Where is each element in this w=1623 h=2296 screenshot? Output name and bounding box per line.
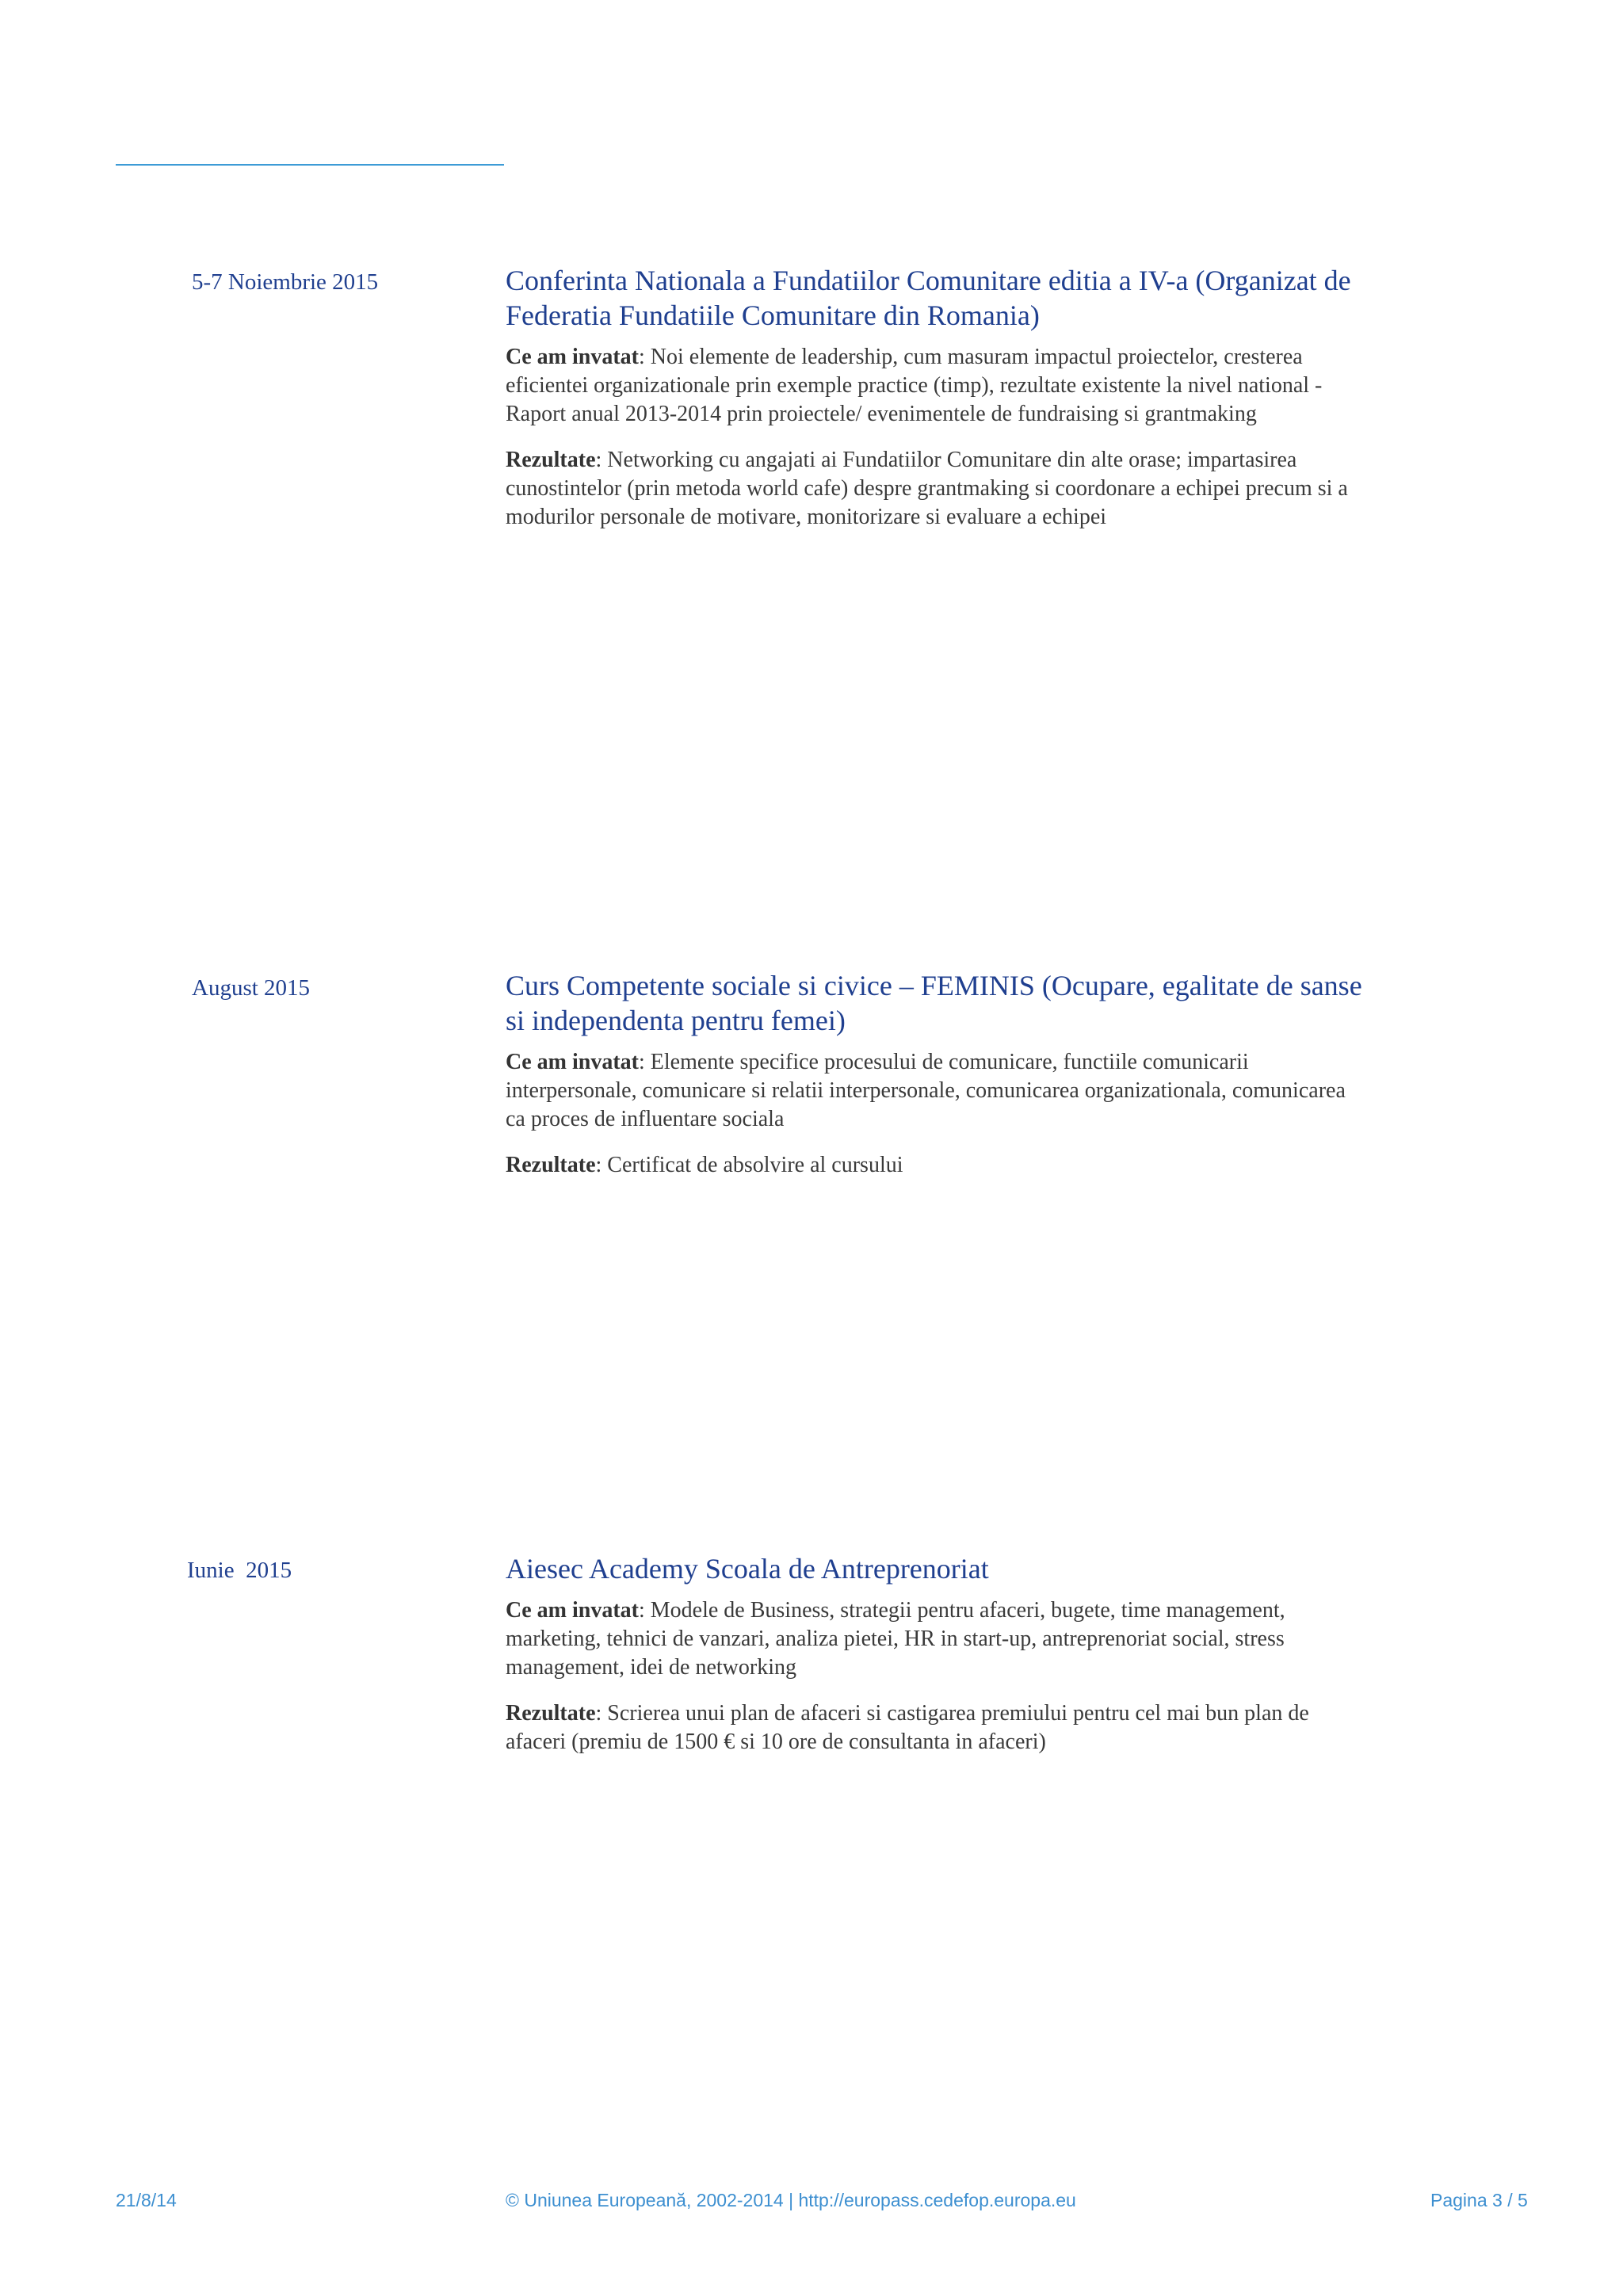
learned-label: Ce am invatat <box>506 1050 639 1074</box>
results-label: Rezultate <box>506 1153 596 1177</box>
entry-title-line: Federatia Fundatiile Comunitare din Romania) <box>506 299 1040 331</box>
entry-learned <box>506 1596 1369 1682</box>
entry-title-line: Aiesec Academy Scoala de Antreprenoriat <box>506 1553 989 1585</box>
entry-date: 5-7 Noiembrie 2015 <box>192 269 379 295</box>
entry-date: Iunie 2015 <box>187 1558 292 1583</box>
header-rule <box>116 164 504 166</box>
learned-text: : Modele de Business, strategii pentru afaceri, bugete, time management, marketing, tehnici de vanzari, analiza pietei, HR in start-up, antreprenoriat social, stress management, idei de networking <box>506 1598 1285 1680</box>
entry-title-line: si independenta pentru femei) <box>506 1005 846 1036</box>
footer-date: 21/8/14 <box>116 2190 177 2210</box>
learned-label: Ce am invatat <box>506 1598 639 1623</box>
results-label: Rezultate <box>506 448 596 472</box>
entry-learned <box>506 1048 1369 1134</box>
results-text: : Scrierea unui plan de afaceri si castigarea premiului pentru cel mai bun plan de afaceri (premiu de 1500 € si 10 ore de consultanta in afaceri) <box>506 1701 1309 1754</box>
learned-label: Ce am invatat <box>506 345 639 369</box>
results-label: Rezultate <box>506 1701 596 1726</box>
entry-title <box>506 1551 1369 1586</box>
entry-results <box>506 446 1369 532</box>
entry-learned <box>506 343 1369 429</box>
entry-content <box>506 1551 1369 1774</box>
results-text: : Certificat de absolvire al cursului <box>595 1153 903 1177</box>
entry-results <box>506 1699 1369 1756</box>
learned-text: : Elemente specifice procesului de comunicare, functiile comunicarii interpersonale, comunicare si relatii interpersonale, comunicarea organizationala, comunicarea ca proces de influentare sociala <box>506 1050 1346 1131</box>
footer-page-number: Pagina 3 / 5 <box>1430 2190 1528 2210</box>
entry-date: August 2015 <box>192 975 311 1001</box>
entry-content <box>506 263 1369 549</box>
entry-title-line: Curs Competente sociale si civice – FEMINIS (Ocupare, egalitate de sanse <box>506 970 1362 1001</box>
entry-title <box>506 968 1369 1038</box>
footer-copyright: © Uniunea Europeană, 2002-2014 | http://europass.cedefop.europa.eu <box>506 2190 1076 2210</box>
entry-results <box>506 1151 1369 1180</box>
learned-text: : Noi elemente de leadership, cum masuram impactul proiectelor, cresterea eficientei organizationale prin exemple practice (timp), rezultate existente la nivel national -Raport anual 2013-2014 prin proiectele/ evenimentele de fundraising si grantmaking <box>506 345 1323 426</box>
results-text: : Networking cu angajati ai Fundatiilor Comunitare din alte orase; impartasirea cunostintelor (prin metoda world cafe) despre grantmaking si coordonare a echipei precum si a modurilor personale de motivare, monitorizare si evaluare a echipei <box>506 448 1348 529</box>
entry-title <box>506 263 1369 333</box>
entry-content <box>506 968 1369 1197</box>
entry-title-line: Conferinta Nationala a Fundatiilor Comunitare editia a IV-a (Organizat de <box>506 265 1351 296</box>
